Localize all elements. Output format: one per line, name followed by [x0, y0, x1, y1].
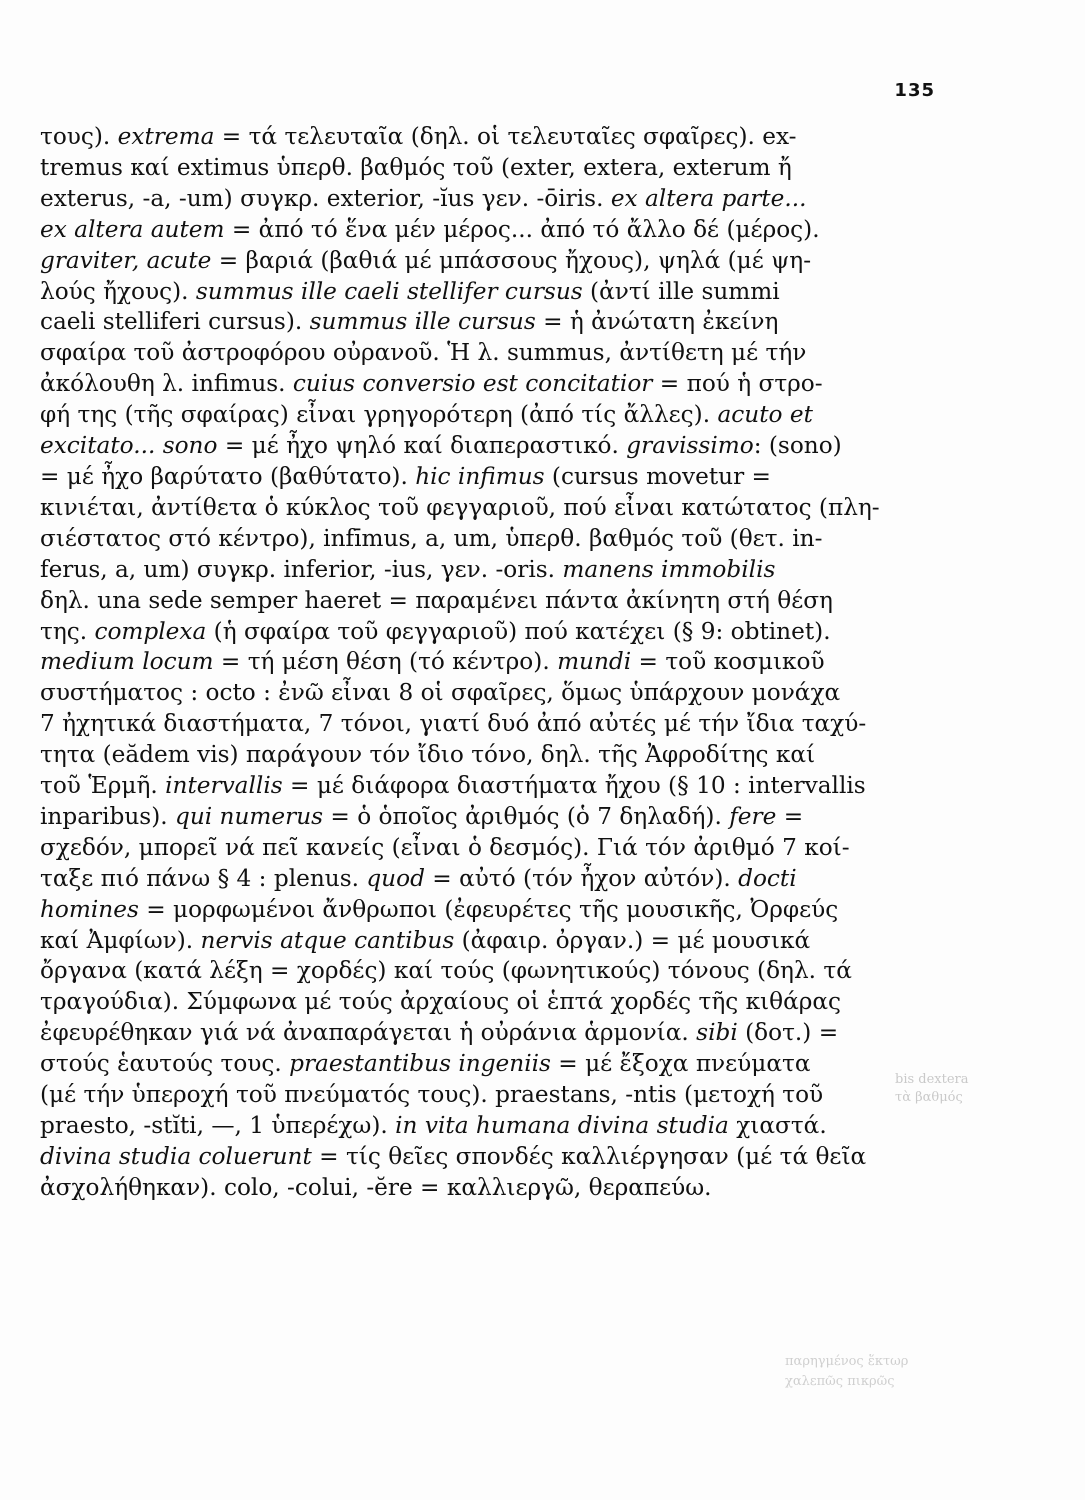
page-number: 135: [894, 80, 935, 101]
text-line: σφαίρα τοῦ ἀστροφόρου οὐρανοῦ. Ἡ λ. summus, ἀντίθετη μέ τήν: [40, 339, 807, 367]
text-line: excitato... sono = μέ ἦχο ψηλό καί διαπεραστικό. gravissimo: (sono): [40, 432, 842, 460]
text-line: τητα (eădem vis) παράγουν τόν ἴδιο τόνο, δηλ. τῆς Ἀφροδίτης καί: [40, 741, 816, 769]
text-line: homines = μορφωμένοι ἄνθρωποι (ἐφευρέτες τῆς μουσικῆς, Ὀρφεύς: [40, 895, 839, 923]
bleed-line: τὰ βαθμός: [895, 1090, 963, 1105]
bleed-line: χαλεπῶς πικρῶς: [785, 1374, 895, 1389]
bleed-line: παρηγμένος ἕκτωρ: [785, 1354, 909, 1369]
text-line: caeli stelliferi cursus). summus ille cursus = ἡ ἀνώτατη ἐκείνη: [40, 308, 779, 336]
text-line: medium locum = τή μέση θέση (τό κέντρο). mundi = τοῦ κοσμικοῦ: [40, 648, 825, 676]
text-line: ἀσχολήθηκαν). colo, -colui, -ĕre = καλλιεργῶ, θεραπεύω.: [40, 1173, 712, 1201]
text-line: τραγούδια). Σύμφωνα μέ τούς ἀρχαίους οἱ ἑπτά χορδές τῆς κιθάρας: [40, 988, 842, 1016]
text-line: στούς ἑαυτούς τους. praestantibus ingeniis = μέ ἔξοχα πνεύματα: [40, 1050, 811, 1078]
text-line: exterus, -a, -um) συγκρ. exterior, -ĭus γεν. -ōiris. ex altera parte...: [40, 184, 807, 212]
bleed-line: bis dextera: [895, 1072, 969, 1087]
text-line: ferus, a, um) συγκρ. inferior, -ius, γεν. -oris. manens immobilis: [40, 555, 776, 583]
text-line: ἀκόλουθη λ. infimus. cuius conversio est concitatior = πού ἡ στρο-: [40, 370, 823, 398]
text-line: ἐφευρέθηκαν γιά νά ἀναπαράγεται ἡ οὐράνια ἁρμονία. sibi (δοτ.) =: [40, 1019, 839, 1047]
text-line: 7 ἠχητικά διαστήματα, 7 τόνοι, γιατί δυό ἀπό αὐτές μέ τήν ἴδια ταχύ-: [40, 710, 867, 738]
text-line: praesto, -stĭti, —, 1 ὑπερέχω). in vita humana divina studia χιαστά.: [40, 1112, 827, 1139]
text-line: (μέ τήν ὑπεροχή τοῦ πνεύματός τους). praestans, -ntis (μετοχή τοῦ: [40, 1081, 824, 1109]
text-line: ταξε πιό πάνω § 4 : plenus. quod = αὐτό (τόν ἦχον αὐτόν). docti: [40, 864, 797, 892]
text-line: inparibus). qui numerus = ὁ ὁποῖος ἀριθμός (ὁ 7 δηλαδή). fere =: [40, 802, 804, 830]
text-line: καί Ἀμφίων). nervis atque cantibus (ἀφαιρ. ὀργαν.) = μέ μουσικά: [40, 926, 811, 954]
text-line: = μέ ἦχο βαρύτατο (βαθύτατο). hic infimus (cursus movetur =: [40, 462, 771, 490]
bleed-through-text: [785, 1352, 1085, 1412]
text-line: κινιέται, ἀντίθετα ὁ κύκλος τοῦ φεγγαριοῦ, πού εἶναι κατώτατος (πλη-: [40, 493, 880, 521]
text-line: δηλ. una sede semper haeret = παραμένει πάντα ἀκίνητη στή θέση: [40, 586, 833, 614]
commentary-paragraph: [40, 122, 932, 1204]
text-line: tremus καί extimus ὑπερθ. βαθμός τοῦ (exter, extera, exterum ἤ: [40, 153, 792, 181]
text-line: λούς ἤχους). summus ille caeli stellifer cursus (ἀντί ille summi: [40, 277, 780, 305]
text-line: ὄργανα (κατά λέξη = χορδές) καί τούς (φωνητικούς) τόνους (δηλ. τά: [40, 957, 852, 985]
text-line: συστήματος : octo : ἐνῶ εἶναι 8 οἱ σφαῖρες, ὅμως ὑπάρχουν μονάχα: [40, 679, 841, 707]
text-line: τους). extrema = τά τελευταῖα (δηλ. οἱ τελευταῖες σφαῖρες). ex-: [40, 123, 797, 150]
text-line: τοῦ Ἑρμῆ. intervallis = μέ διάφορα διαστήματα ἤχου (§ 10 : intervallis: [40, 772, 866, 800]
text-line: σχεδόν, μπορεῖ νά πεῖ κανείς (εἶναι ὁ δεσμός). Γιά τόν ἀριθμό 7 κοί-: [40, 833, 850, 861]
text-line: ex altera autem = ἀπό τό ἕνα μέν μέρος... ἀπό τό ἄλλο δέ (μέρος).: [40, 215, 820, 243]
text-line: της. complexa (ἡ σφαίρα τοῦ φεγγαριοῦ) πού κατέχει (§ 9: obtinet).: [40, 617, 831, 645]
text-line: divina studia coluerunt = τίς θεῖες σπονδές καλλιέργησαν (μέ τά θεῖα: [40, 1142, 867, 1170]
text-line: σιέστατος στό κέντρο), infīmus, a, um, ὑπερθ. βαθμός τοῦ (θετ. in-: [40, 524, 823, 552]
bleed-through-text: [895, 1071, 1085, 1111]
text-line: graviter, acute = βαριά (βαθιά μέ μπάσσους ἤχους), ψηλά (μέ ψη-: [40, 246, 812, 274]
text-line: φή της (τῆς σφαίρας) εἶναι γρηγορότερη (ἀπό τίς ἄλλες). acuto et: [40, 401, 813, 429]
